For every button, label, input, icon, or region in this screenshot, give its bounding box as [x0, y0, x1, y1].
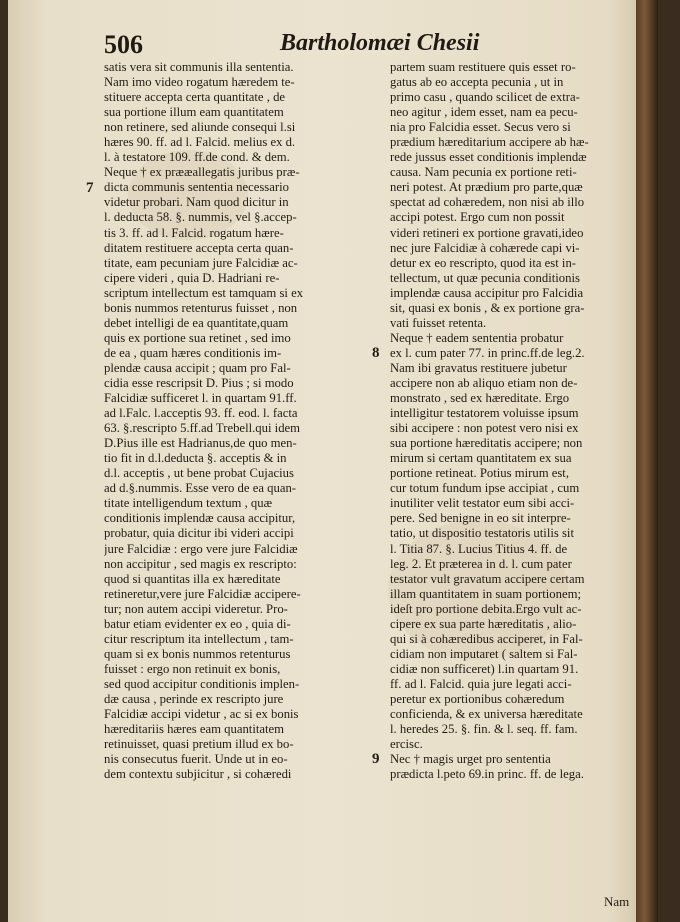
right-column-line: ideſt pro portione debita.Ergo vult ac-: [390, 601, 582, 616]
right-column-line: prædium hæreditarium accipere ab hæ-: [390, 135, 589, 150]
margin-note-8: 8: [372, 345, 380, 361]
left-column-line: satis vera sit communis illa sententia.: [104, 60, 294, 74]
left-column-line: videtur probari. Nam quod dicitur in: [104, 195, 289, 210]
right-column-line: causa. Nam pecunia ex portione reti-: [390, 165, 577, 180]
right-column-line: cidiam non imputaret ( saltem si Fal-: [390, 646, 578, 661]
left-column-line: titate intelligendum textum , quæ: [104, 496, 273, 511]
left-column-line: citur rescriptum ita intellectum , tam-: [104, 631, 294, 646]
right-column-line: vati fuisset retenta.: [390, 315, 487, 330]
margin-note-9: 9: [372, 751, 380, 767]
left-column-line: dicta communis sententia necessario: [104, 180, 289, 195]
right-column-line: Neque † eadem sententia probatur: [390, 330, 564, 345]
left-column-line: ad l.Falc. l.acceptis 93. ff. eod. l. facta: [104, 406, 298, 421]
right-column-line: partem suam restituere quis esset ro-: [390, 60, 576, 74]
left-text-column: [104, 60, 366, 782]
catchword: Nam: [604, 894, 630, 909]
right-column-line: monstrato , sed ex hæreditate. Ergo: [390, 391, 570, 406]
left-column-line: dæ causa , perinde ex rescripto jure: [104, 691, 284, 706]
left-column-line: scriptum intellectum est tamquam si ex: [104, 285, 304, 300]
page-number: 506: [104, 30, 143, 59]
right-column-line: nec jure Falcidiæ à cohærede capi vi-: [390, 240, 580, 255]
right-text-column: [390, 60, 652, 782]
right-column-line: conficienda, & ex universa hæreditate: [390, 707, 583, 722]
left-column-line: Neque † ex prææallegatis juribus præ-: [104, 165, 300, 180]
right-column-line: ercisc.: [390, 737, 423, 752]
left-column-line: cidia esse rescripsit D. Pius ; si modo: [104, 375, 294, 390]
left-column-line: nis consecutus fuerit. Unde ut in eo-: [104, 752, 288, 767]
left-column-line: ditatem restituere accepta certa quan-: [104, 240, 294, 255]
left-column-line: hæreditariis hæres eam quantitatem: [104, 722, 285, 737]
left-column-line: cipere videri , quia D. Hadriani re-: [104, 270, 280, 285]
right-column-line: Nec † magis urget pro sententia: [390, 752, 551, 767]
left-column-line: bonis nummos retenturus fuisset , non: [104, 300, 298, 315]
left-column-line: non retinere, sed aliunde consequi l.si: [104, 120, 296, 135]
running-head: Bartholomæi Chesii: [280, 30, 480, 56]
right-column-line: accipi potest. Ergo cum non possit: [390, 210, 565, 225]
left-column-line: debet intelligi de ea quantitate,quam: [104, 315, 289, 330]
right-column-line: cidiæ non sufficeret) l.in quartam 91.: [390, 661, 579, 676]
right-column-line: qui si à cohæredibus acciperet, in Fal-: [390, 631, 583, 646]
left-column-line: 63. §.rescripto 5.ff.ad Trebell.qui idem: [104, 421, 301, 436]
right-column-line: ex l. cum pater 77. in princ.ff.de leg.2.: [390, 345, 585, 360]
left-column-line: tis 3. ff. ad l. Falcid. rogatum hære-: [104, 225, 284, 240]
right-column-line: tatio, ut dispositio testatoris utilis sit: [390, 526, 574, 541]
left-column-line: Nam imo video rogatum hæredem te-: [104, 75, 295, 90]
left-column-line: plendæ causa accipit ; quam pro Fal-: [104, 360, 291, 375]
right-column-line: neo agitur , idem esset, nam ea pecu-: [390, 105, 578, 120]
right-column-line: cipere ex sua parte hæreditatis , alio-: [390, 616, 577, 631]
left-column-line: D.Pius ille est Hadrianus,de quo men-: [104, 436, 297, 451]
right-column-line: pere. Sed benigne in eo sit interpre-: [390, 511, 571, 526]
left-column-line: Falcidiæ accipi videtur , ac si ex bonis: [104, 707, 299, 722]
left-column-line: tio fit in d.l.deducta §. acceptis & in: [104, 451, 287, 466]
right-column-line: Nam ibi gravatus restituere jubetur: [390, 360, 567, 375]
right-column-line: peretur ex portionibus cohæredum: [390, 691, 565, 706]
left-column-line: l. deducta 58. §. nummis, vel §.accep-: [104, 210, 297, 225]
right-column-line: primo casu , quando scilicet de extra-: [390, 90, 580, 105]
left-column-line: ad d.§.nummis. Esse vero de ea quan-: [104, 481, 297, 496]
right-column-line: gatus ab eo accepta pecunia , ut in: [390, 75, 564, 90]
right-column-line: accipere non ab aliquo etiam non de-: [390, 375, 578, 390]
right-column-line: leg. 2. Et præterea in d. l. cum pater: [390, 556, 572, 571]
right-column-line: detur ex eo rescripto, quod ita est in-: [390, 255, 577, 270]
left-column-line: sua portione illum eam quantitatem: [104, 105, 284, 120]
right-column-line: neri potest. At prædium pro parte,quæ: [390, 180, 583, 195]
left-column-line: titate, eam pecuniam jure Falcidiæ ac-: [104, 255, 298, 270]
book-edge: [636, 0, 658, 922]
left-column-line: Falcidiæ sufficeret l. in quartam 91.ff.: [104, 391, 297, 406]
margin-note-7: 7: [86, 180, 94, 196]
right-column-line: mirum si certam quantitatem ex sua: [390, 451, 572, 466]
right-column-line: sit, quasi ex bonis , & ex portione gra-: [390, 300, 585, 315]
left-column-line: probatur, quia dicitur ibi videri accipi: [104, 526, 294, 541]
right-column-line: l. heredes 25. §. fin. & l. seq. ff. fam.: [390, 722, 578, 737]
left-column-line: non accipitur , sed magis ex rescripto:: [104, 556, 297, 571]
left-column-line: d.l. acceptis , ut bene probat Cujacius: [104, 466, 294, 481]
left-column-line: sed quod accipitur conditionis implen-: [104, 676, 300, 691]
right-column-line: intelligitur testatorem voluisse ipsum: [390, 406, 579, 421]
left-column-line: quis ex portione sua retinet , sed imo: [104, 330, 291, 345]
book-page: [8, 0, 658, 922]
right-column-line: sua portione hæreditatis accipere; non: [390, 436, 583, 451]
right-column-line: testator vult gravatum accipere certam: [390, 571, 585, 586]
right-column-line: portione retineat. Potius mirum est,: [390, 466, 570, 481]
right-column-line: cur totum fundum ipse accipiat , cum: [390, 481, 580, 496]
right-column-line: prædicta l.peto 69.in princ. ff. de lega.: [390, 767, 584, 782]
right-column-line: rede jussus esset conditionis implendæ: [390, 150, 587, 165]
right-column-line: inutiliter velit testator eum sibi acci-: [390, 496, 575, 511]
left-column-line: retinuisset, quasi pretium illud ex bo-: [104, 737, 294, 752]
left-column-line: hæres 90. ff. ad l. Falcid. melius ex d.: [104, 135, 296, 150]
left-column-line: tur; non autem accipi videretur. Pro-: [104, 601, 288, 616]
right-column-line: ff. ad l. Falcid. quia jure legati acci-: [390, 676, 572, 691]
left-column-line: quod si quantitas illa ex hæreditate: [104, 571, 281, 586]
page-header: [8, 22, 658, 62]
left-column-line: retineretur,vere jure Falcidiæ acciperе-: [104, 586, 301, 601]
right-column-line: sibi accipere : non potest vero nisi ex: [390, 421, 579, 436]
left-column-line: conditionis implendæ causa accipitur,: [104, 511, 296, 526]
right-column-line: nia pro Falcidia esset. Secus vero si: [390, 120, 571, 135]
left-column-line: jure Falcidiæ : ergo vere jure Falcidiæ: [104, 541, 298, 556]
right-column-line: l. Titia 87. §. Lucius Titius 4. ff. de: [390, 541, 568, 556]
right-column-line: spectat ad cohæredem, non nisi ab illo: [390, 195, 585, 210]
left-column-line: batur etiam evidenter ex eo , quia di-: [104, 616, 291, 631]
left-column-line: l. à testatore 109. ff.de cond. & dem.: [104, 150, 290, 165]
right-column-line: implendæ causa accipitur pro Falcidia: [390, 285, 584, 300]
left-column-line: dem contextu subjicitur , si cohæredi: [104, 767, 292, 782]
right-column-line: videri retineri ex portione gravati,ideo: [390, 225, 584, 240]
left-column-line: de ea , quam hæres conditionis im-: [104, 345, 282, 360]
left-column-line: stituere accepta certa quantitate , de: [104, 90, 286, 105]
left-column-line: quam si ex bonis nummos retenturus: [104, 646, 291, 661]
right-column-line: tellectum, ut quæ pecunia conditionis: [390, 270, 580, 285]
right-column-line: illam quantitatem in suam portionem;: [390, 586, 581, 601]
left-column-line: fuisset : ergo non retinuit ex bonis,: [104, 661, 281, 676]
